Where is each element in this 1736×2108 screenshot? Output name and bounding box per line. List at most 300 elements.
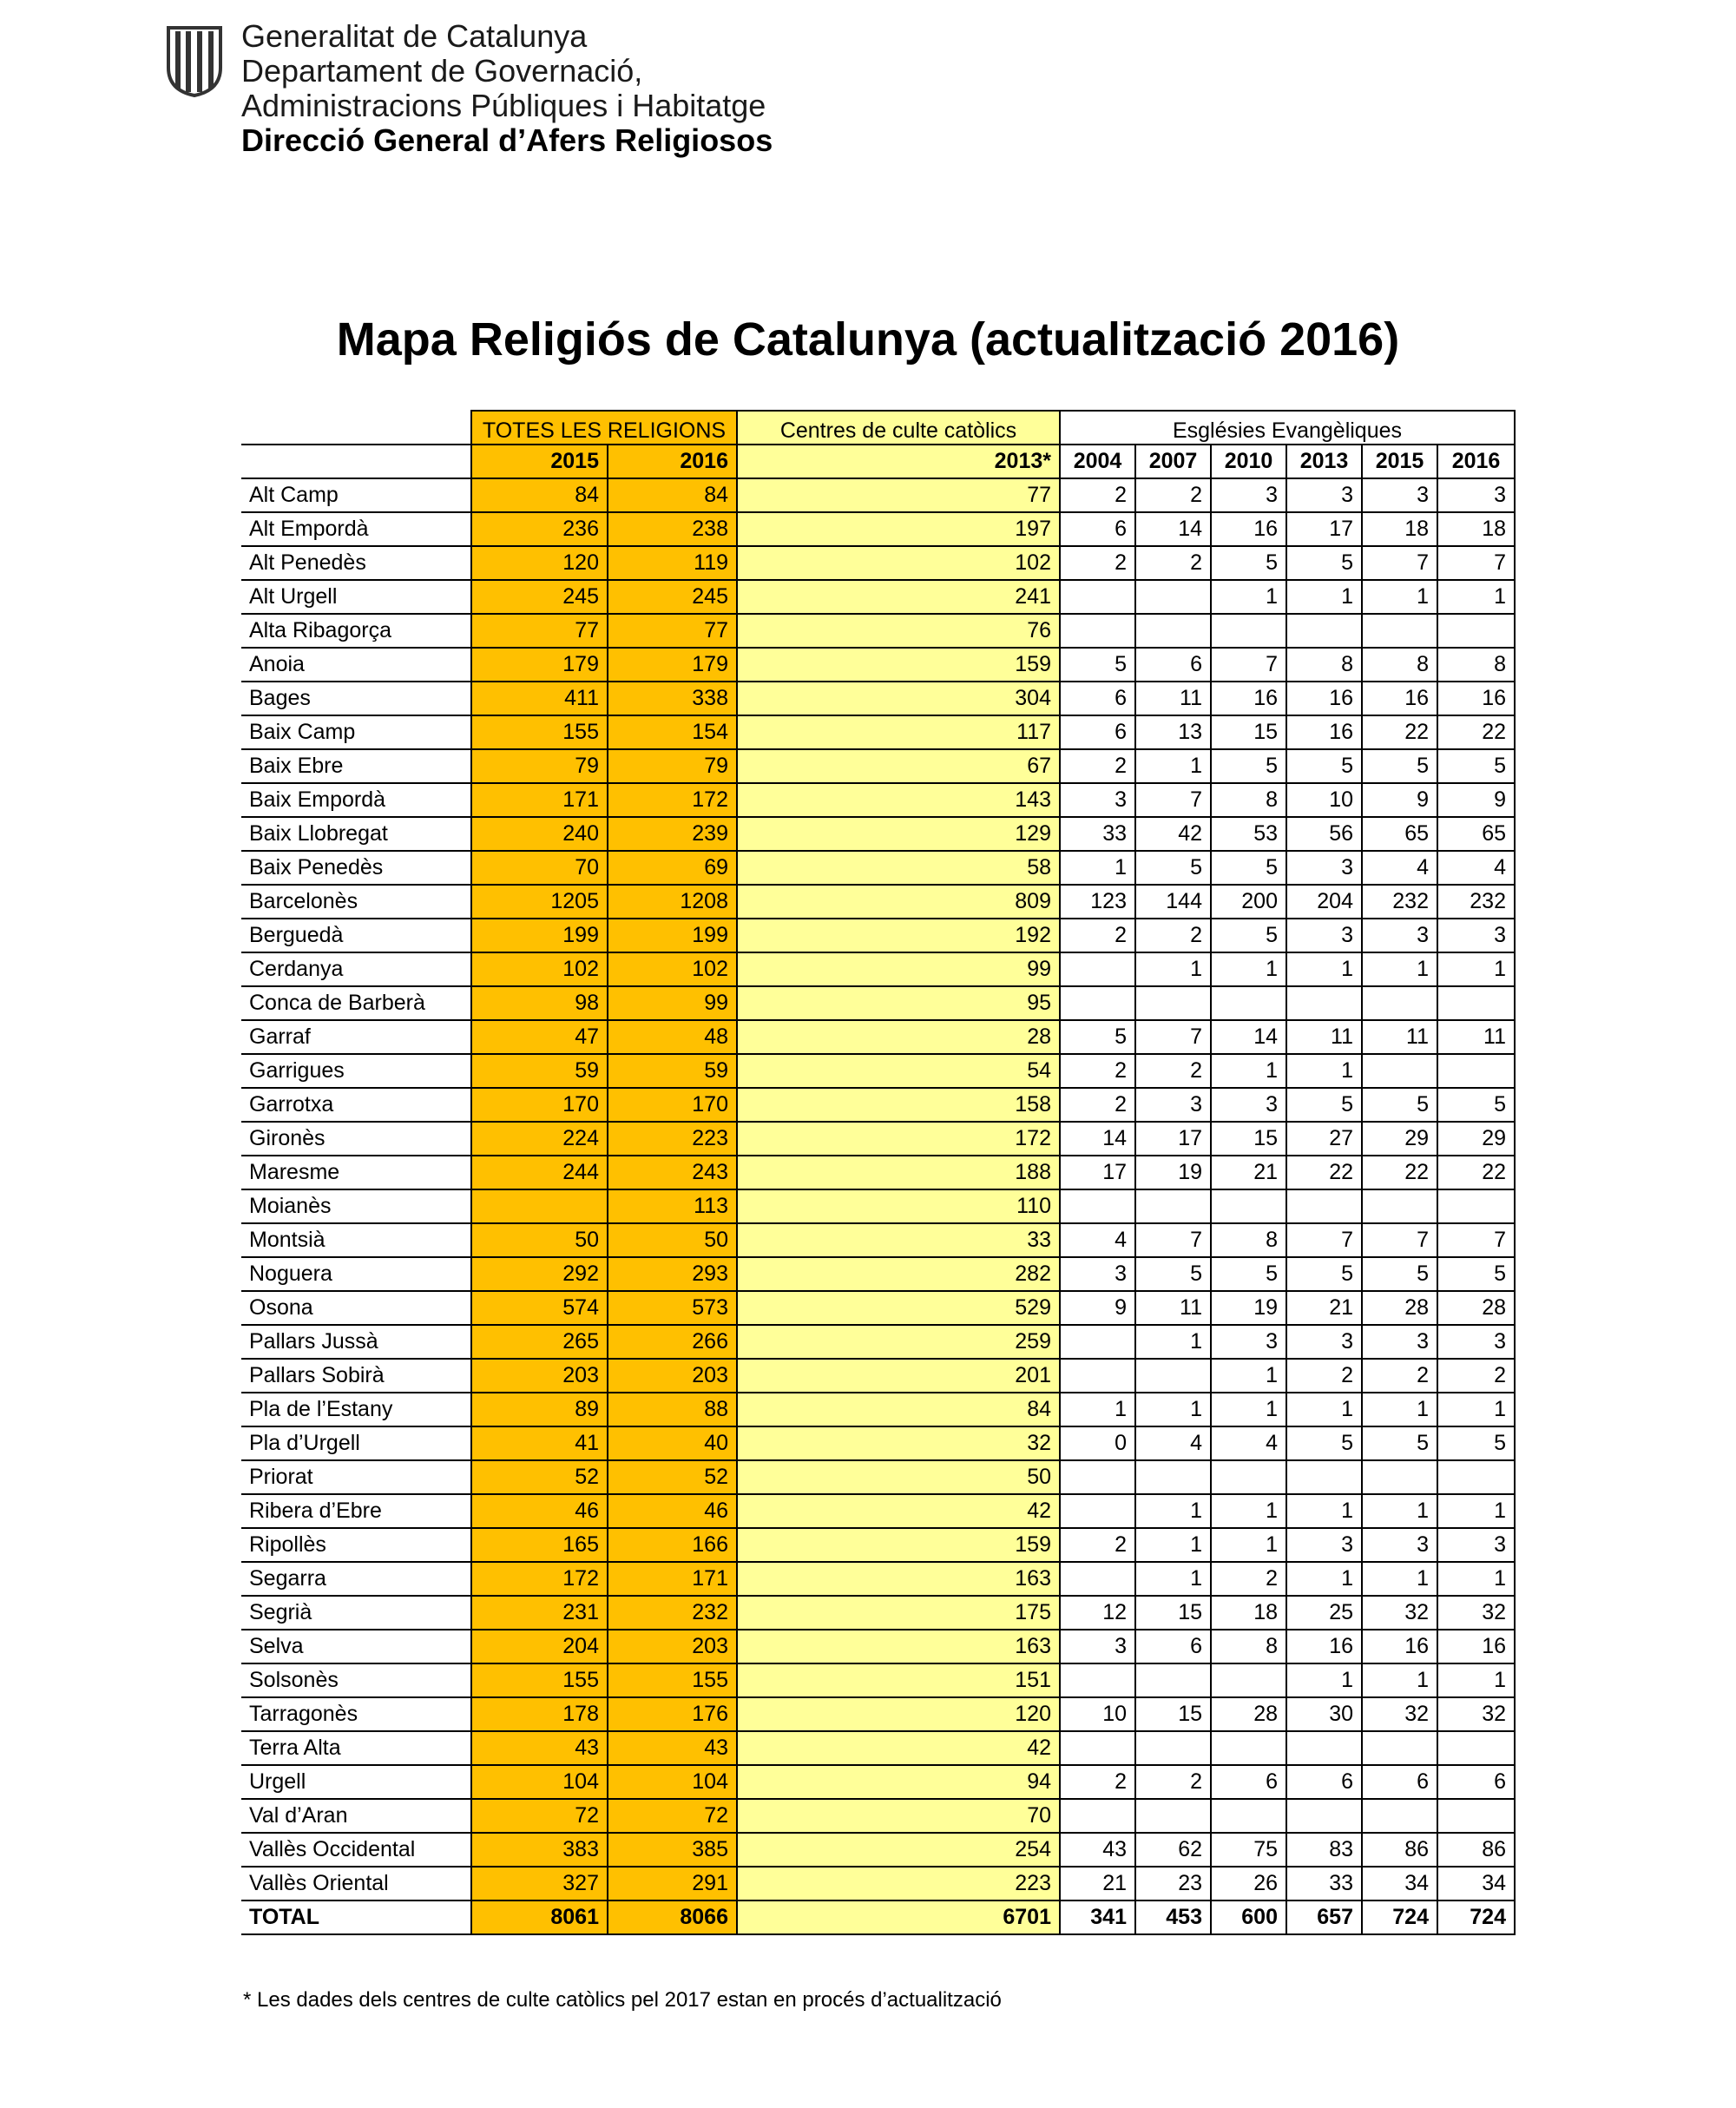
all-religions-2015: 327: [471, 1867, 608, 1900]
evangelical-count: 25: [1286, 1596, 1362, 1630]
header-line-3: Administracions Públiques i Habitatge: [241, 88, 766, 123]
evangelical-count: 5: [1362, 1257, 1437, 1291]
religious-map-table: [241, 410, 1516, 1935]
catholic-centres-2013: 201: [737, 1359, 1060, 1393]
catholic-centres-2013: 241: [737, 580, 1060, 614]
evangelical-count: 341: [1060, 1900, 1135, 1934]
evangelical-count: [1286, 614, 1362, 648]
catalan-emblem-icon: [165, 24, 224, 97]
table-row: [241, 1054, 1515, 1088]
evangelical-count: 3: [1060, 1257, 1135, 1291]
evangelical-count: [1362, 1731, 1437, 1765]
evangelical-count: 19: [1211, 1291, 1286, 1325]
catholic-centres-2013: 129: [737, 817, 1060, 851]
evangelical-count: 15: [1211, 1122, 1286, 1156]
group-header-catholic: Centres de culte catòlics: [737, 411, 1060, 445]
evangelical-count: [1286, 1799, 1362, 1833]
all-religions-2015: 155: [471, 1663, 608, 1697]
evangelical-count: [1362, 986, 1437, 1020]
evangelical-count: 5: [1135, 1257, 1211, 1291]
evangelical-count: 32: [1362, 1596, 1437, 1630]
region-name: Osona: [241, 1291, 471, 1325]
evangelical-count: 32: [1437, 1697, 1515, 1731]
region-name: Anoia: [241, 648, 471, 682]
all-religions-2016: 385: [608, 1833, 737, 1867]
evangelical-count: 10: [1060, 1697, 1135, 1731]
evangelical-count: 1: [1135, 1528, 1211, 1562]
evangelical-count: 7: [1211, 648, 1286, 682]
evangelical-count: [1362, 1799, 1437, 1833]
evangelical-count: 16: [1286, 715, 1362, 749]
evangelical-count: [1211, 614, 1286, 648]
evangelical-count: 5: [1135, 851, 1211, 885]
evangelical-count: 17: [1286, 512, 1362, 546]
evangelical-count: 65: [1362, 817, 1437, 851]
all-religions-2015: 574: [471, 1291, 608, 1325]
evangelical-count: 600: [1211, 1900, 1286, 1934]
catholic-centres-2013: 102: [737, 546, 1060, 580]
evangelical-count: [1437, 1460, 1515, 1494]
region-name: Ribera d’Ebre: [241, 1494, 471, 1528]
catholic-centres-2013: 95: [737, 986, 1060, 1020]
table-row: [241, 851, 1515, 885]
evangelical-count: [1060, 952, 1135, 986]
all-religions-2016: 179: [608, 648, 737, 682]
table-row: [241, 1663, 1515, 1697]
year-header: 2016: [1437, 445, 1515, 478]
evangelical-count: [1060, 986, 1135, 1020]
region-name: Garraf: [241, 1020, 471, 1054]
evangelical-count: 28: [1362, 1291, 1437, 1325]
evangelical-count: 5: [1211, 919, 1286, 952]
evangelical-count: 8: [1211, 783, 1286, 817]
evangelical-count: [1211, 1731, 1286, 1765]
evangelical-count: 5: [1211, 749, 1286, 783]
all-religions-2016: 171: [608, 1562, 737, 1596]
evangelical-count: 1: [1437, 1494, 1515, 1528]
evangelical-count: 16: [1286, 682, 1362, 715]
all-religions-2015: 41: [471, 1426, 608, 1460]
region-name: Solsonès: [241, 1663, 471, 1697]
evangelical-count: 8: [1211, 1630, 1286, 1663]
evangelical-count: 144: [1135, 885, 1211, 919]
evangelical-count: 7: [1437, 1223, 1515, 1257]
evangelical-count: [1362, 1054, 1437, 1088]
evangelical-count: 2: [1060, 919, 1135, 952]
region-name: Alt Camp: [241, 478, 471, 512]
catholic-centres-2013: 77: [737, 478, 1060, 512]
evangelical-count: [1437, 986, 1515, 1020]
evangelical-count: 2: [1135, 478, 1211, 512]
table-row: [241, 1223, 1515, 1257]
table-row: [241, 986, 1515, 1020]
all-religions-2016: 172: [608, 783, 737, 817]
region-name: Berguedà: [241, 919, 471, 952]
all-religions-2015: 171: [471, 783, 608, 817]
evangelical-count: 13: [1135, 715, 1211, 749]
evangelical-count: 3: [1437, 478, 1515, 512]
table-row: [241, 580, 1515, 614]
all-religions-2016: 77: [608, 614, 737, 648]
region-name: Segarra: [241, 1562, 471, 1596]
region-name: Garrotxa: [241, 1088, 471, 1122]
all-religions-2016: 59: [608, 1054, 737, 1088]
evangelical-count: 3: [1362, 478, 1437, 512]
region-name: Ripollès: [241, 1528, 471, 1562]
all-religions-2016: 166: [608, 1528, 737, 1562]
region-name: Cerdanya: [241, 952, 471, 986]
all-religions-2016: 203: [608, 1630, 737, 1663]
evangelical-count: 232: [1362, 885, 1437, 919]
header-line-2: Departament de Governació,: [241, 53, 643, 89]
evangelical-count: 204: [1286, 885, 1362, 919]
table-row: [241, 478, 1515, 512]
evangelical-count: 1: [1211, 1359, 1286, 1393]
evangelical-count: 11: [1286, 1020, 1362, 1054]
all-religions-2015: 8061: [471, 1900, 608, 1934]
all-religions-2015: 178: [471, 1697, 608, 1731]
catholic-centres-2013: 42: [737, 1731, 1060, 1765]
evangelical-count: 5: [1437, 1088, 1515, 1122]
evangelical-count: 3: [1362, 919, 1437, 952]
evangelical-count: 8: [1286, 648, 1362, 682]
corner-cell: [241, 411, 471, 445]
evangelical-count: 2: [1286, 1359, 1362, 1393]
evangelical-count: 9: [1060, 1291, 1135, 1325]
evangelical-count: 17: [1135, 1122, 1211, 1156]
evangelical-count: 15: [1135, 1596, 1211, 1630]
evangelical-count: 9: [1437, 783, 1515, 817]
all-religions-2016: 223: [608, 1122, 737, 1156]
evangelical-count: [1211, 1460, 1286, 1494]
catholic-centres-2013: 259: [737, 1325, 1060, 1359]
catholic-centres-2013: 117: [737, 715, 1060, 749]
region-name: Noguera: [241, 1257, 471, 1291]
evangelical-count: 17: [1060, 1156, 1135, 1189]
year-header: 2015: [1362, 445, 1437, 478]
evangelical-count: 65: [1437, 817, 1515, 851]
evangelical-count: 6: [1060, 512, 1135, 546]
evangelical-count: 4: [1211, 1426, 1286, 1460]
evangelical-count: [1211, 986, 1286, 1020]
all-religions-2015: 50: [471, 1223, 608, 1257]
evangelical-count: [1437, 1054, 1515, 1088]
catholic-centres-2013: 151: [737, 1663, 1060, 1697]
all-religions-2015: 155: [471, 715, 608, 749]
evangelical-count: [1060, 1325, 1135, 1359]
year-header: 2013*: [737, 445, 1060, 478]
table-row: [241, 1562, 1515, 1596]
evangelical-count: 16: [1437, 682, 1515, 715]
evangelical-count: 21: [1211, 1156, 1286, 1189]
evangelical-count: [1135, 1731, 1211, 1765]
catholic-centres-2013: 529: [737, 1291, 1060, 1325]
evangelical-count: 5: [1060, 1020, 1135, 1054]
evangelical-count: [1060, 1663, 1135, 1697]
all-religions-2015: 204: [471, 1630, 608, 1663]
evangelical-count: 1: [1286, 1663, 1362, 1697]
evangelical-count: [1135, 1189, 1211, 1223]
all-religions-2015: 244: [471, 1156, 608, 1189]
evangelical-count: 22: [1362, 1156, 1437, 1189]
region-name: Vallès Occidental: [241, 1833, 471, 1867]
region-name: Pla d’Urgell: [241, 1426, 471, 1460]
catholic-centres-2013: 172: [737, 1122, 1060, 1156]
total-row: [241, 1900, 1515, 1934]
all-religions-2016: 119: [608, 546, 737, 580]
region-name: Montsià: [241, 1223, 471, 1257]
all-religions-2016: 239: [608, 817, 737, 851]
evangelical-count: 28: [1211, 1697, 1286, 1731]
evangelical-count: 9: [1362, 783, 1437, 817]
evangelical-count: 2: [1060, 1765, 1135, 1799]
evangelical-count: 3: [1437, 919, 1515, 952]
evangelical-count: 16: [1286, 1630, 1362, 1663]
evangelical-count: 1: [1060, 1393, 1135, 1426]
evangelical-count: 11: [1437, 1020, 1515, 1054]
evangelical-count: [1135, 1799, 1211, 1833]
evangelical-count: 5: [1211, 1257, 1286, 1291]
all-religions-2015: 236: [471, 512, 608, 546]
evangelical-count: 1: [1135, 1494, 1211, 1528]
evangelical-count: 27: [1286, 1122, 1362, 1156]
evangelical-count: 11: [1135, 682, 1211, 715]
evangelical-count: 18: [1437, 512, 1515, 546]
catholic-centres-2013: 94: [737, 1765, 1060, 1799]
evangelical-count: 16: [1362, 1630, 1437, 1663]
region-name: Priorat: [241, 1460, 471, 1494]
region-name: Urgell: [241, 1765, 471, 1799]
evangelical-count: 15: [1135, 1697, 1211, 1731]
all-religions-2016: 266: [608, 1325, 737, 1359]
evangelical-count: 32: [1437, 1596, 1515, 1630]
evangelical-count: 5: [1362, 1088, 1437, 1122]
evangelical-count: 5: [1437, 1257, 1515, 1291]
group-header-evangelical: Esglésies Evangèliques: [1060, 411, 1515, 445]
evangelical-count: 2: [1060, 1054, 1135, 1088]
catholic-centres-2013: 143: [737, 783, 1060, 817]
evangelical-count: 42: [1135, 817, 1211, 851]
table-row: [241, 682, 1515, 715]
evangelical-count: 6: [1286, 1765, 1362, 1799]
all-religions-2015: 224: [471, 1122, 608, 1156]
region-name: Baix Empordà: [241, 783, 471, 817]
evangelical-count: [1135, 614, 1211, 648]
catholic-centres-2013: 158: [737, 1088, 1060, 1122]
evangelical-count: 14: [1060, 1122, 1135, 1156]
all-religions-2015: 411: [471, 682, 608, 715]
all-religions-2016: 88: [608, 1393, 737, 1426]
evangelical-count: 2: [1437, 1359, 1515, 1393]
catholic-centres-2013: 70: [737, 1799, 1060, 1833]
evangelical-count: [1060, 1731, 1135, 1765]
evangelical-count: [1060, 1799, 1135, 1833]
evangelical-count: 3: [1437, 1528, 1515, 1562]
evangelical-count: 1: [1060, 851, 1135, 885]
evangelical-count: 86: [1437, 1833, 1515, 1867]
evangelical-count: 2: [1362, 1359, 1437, 1393]
evangelical-count: 2: [1060, 749, 1135, 783]
region-name: Barcelonès: [241, 885, 471, 919]
evangelical-count: 11: [1135, 1291, 1211, 1325]
evangelical-count: 1: [1135, 749, 1211, 783]
table-row: [241, 546, 1515, 580]
evangelical-count: 7: [1286, 1223, 1362, 1257]
evangelical-count: 34: [1437, 1867, 1515, 1900]
catholic-centres-2013: 159: [737, 648, 1060, 682]
region-name: Maresme: [241, 1156, 471, 1189]
catholic-centres-2013: 254: [737, 1833, 1060, 1867]
evangelical-count: 16: [1362, 682, 1437, 715]
evangelical-count: 3: [1060, 783, 1135, 817]
catholic-centres-2013: 54: [737, 1054, 1060, 1088]
evangelical-count: 62: [1135, 1833, 1211, 1867]
region-name: Vallès Oriental: [241, 1867, 471, 1900]
all-religions-2016: 43: [608, 1731, 737, 1765]
evangelical-count: [1060, 1460, 1135, 1494]
evangelical-count: 1: [1211, 580, 1286, 614]
all-religions-2015: 46: [471, 1494, 608, 1528]
evangelical-count: 8: [1362, 648, 1437, 682]
region-name: Alt Empordà: [241, 512, 471, 546]
evangelical-count: 7: [1135, 783, 1211, 817]
evangelical-count: 1: [1135, 1562, 1211, 1596]
evangelical-count: 1: [1362, 1663, 1437, 1697]
evangelical-count: 1: [1362, 952, 1437, 986]
table-row: [241, 1020, 1515, 1054]
evangelical-count: 3: [1211, 1325, 1286, 1359]
evangelical-count: 232: [1437, 885, 1515, 919]
evangelical-count: 22: [1286, 1156, 1362, 1189]
evangelical-count: 28: [1437, 1291, 1515, 1325]
evangelical-count: 1: [1286, 1494, 1362, 1528]
evangelical-count: 14: [1135, 512, 1211, 546]
all-religions-2016: 232: [608, 1596, 737, 1630]
all-religions-2016: 154: [608, 715, 737, 749]
table-row: [241, 1460, 1515, 1494]
evangelical-count: 43: [1060, 1833, 1135, 1867]
region-name: Pallars Jussà: [241, 1325, 471, 1359]
evangelical-count: 22: [1437, 1156, 1515, 1189]
region-name: Baix Llobregat: [241, 817, 471, 851]
catholic-centres-2013: 42: [737, 1494, 1060, 1528]
evangelical-count: 12: [1060, 1596, 1135, 1630]
evangelical-count: 0: [1060, 1426, 1135, 1460]
evangelical-count: [1362, 614, 1437, 648]
year-header: 2004: [1060, 445, 1135, 478]
evangelical-count: 18: [1211, 1596, 1286, 1630]
all-religions-2016: 113: [608, 1189, 737, 1223]
evangelical-count: 7: [1362, 1223, 1437, 1257]
evangelical-count: 19: [1135, 1156, 1211, 1189]
evangelical-count: 5: [1286, 1257, 1362, 1291]
evangelical-count: [1060, 580, 1135, 614]
catholic-centres-2013: 159: [737, 1528, 1060, 1562]
catholic-centres-2013: 58: [737, 851, 1060, 885]
evangelical-count: 3: [1286, 478, 1362, 512]
evangelical-count: 3: [1135, 1088, 1211, 1122]
region-name: Moianès: [241, 1189, 471, 1223]
evangelical-count: 56: [1286, 817, 1362, 851]
evangelical-count: 3: [1362, 1325, 1437, 1359]
region-name: Bages: [241, 682, 471, 715]
catholic-centres-2013: 175: [737, 1596, 1060, 1630]
all-religions-2016: 245: [608, 580, 737, 614]
evangelical-count: 1: [1211, 1494, 1286, 1528]
all-religions-2015: 203: [471, 1359, 608, 1393]
evangelical-count: 453: [1135, 1900, 1211, 1934]
evangelical-count: [1060, 1359, 1135, 1393]
evangelical-count: 3: [1437, 1325, 1515, 1359]
table-row: [241, 919, 1515, 952]
evangelical-count: 1: [1211, 1054, 1286, 1088]
all-religions-2015: 98: [471, 986, 608, 1020]
evangelical-count: [1135, 1460, 1211, 1494]
evangelical-count: 21: [1286, 1291, 1362, 1325]
catholic-centres-2013: 76: [737, 614, 1060, 648]
evangelical-count: [1437, 1799, 1515, 1833]
evangelical-count: 33: [1286, 1867, 1362, 1900]
evangelical-count: 5: [1211, 546, 1286, 580]
evangelical-count: [1286, 986, 1362, 1020]
evangelical-count: [1362, 1460, 1437, 1494]
region-name: Gironès: [241, 1122, 471, 1156]
region-name: Segrià: [241, 1596, 471, 1630]
table-row: [241, 1630, 1515, 1663]
region-name: Val d’Aran: [241, 1799, 471, 1833]
catholic-centres-2013: 28: [737, 1020, 1060, 1054]
all-religions-2016: 243: [608, 1156, 737, 1189]
table-row: [241, 1596, 1515, 1630]
evangelical-count: 30: [1286, 1697, 1362, 1731]
all-religions-2016: 338: [608, 682, 737, 715]
evangelical-count: 18: [1362, 512, 1437, 546]
evangelical-count: 26: [1211, 1867, 1286, 1900]
catholic-centres-2013: 304: [737, 682, 1060, 715]
evangelical-count: 1: [1286, 1054, 1362, 1088]
evangelical-count: 5: [1286, 1426, 1362, 1460]
table-row: [241, 1189, 1515, 1223]
evangelical-count: 33: [1060, 817, 1135, 851]
region-name: Pallars Sobirà: [241, 1359, 471, 1393]
table-row: [241, 1731, 1515, 1765]
table-row: [241, 817, 1515, 851]
evangelical-count: 3: [1286, 919, 1362, 952]
evangelical-count: 1: [1362, 1393, 1437, 1426]
evangelical-count: [1211, 1663, 1286, 1697]
table-row: [241, 1765, 1515, 1799]
evangelical-count: 5: [1211, 851, 1286, 885]
evangelical-count: 4: [1437, 851, 1515, 885]
evangelical-count: 1: [1362, 1494, 1437, 1528]
evangelical-count: [1286, 1460, 1362, 1494]
all-religions-2015: 383: [471, 1833, 608, 1867]
evangelical-count: 724: [1362, 1900, 1437, 1934]
all-religions-2016: 48: [608, 1020, 737, 1054]
evangelical-count: 7: [1362, 546, 1437, 580]
region-name: Baix Penedès: [241, 851, 471, 885]
all-religions-2015: 59: [471, 1054, 608, 1088]
catholic-centres-2013: 32: [737, 1426, 1060, 1460]
all-religions-2015: 172: [471, 1562, 608, 1596]
catholic-centres-2013: 188: [737, 1156, 1060, 1189]
all-religions-2016: 291: [608, 1867, 737, 1900]
evangelical-count: [1286, 1189, 1362, 1223]
table-row: [241, 1122, 1515, 1156]
region-name: Alt Urgell: [241, 580, 471, 614]
evangelical-count: 32: [1362, 1697, 1437, 1731]
header-line-4: Direcció General d’Afers Religiosos: [241, 122, 773, 158]
